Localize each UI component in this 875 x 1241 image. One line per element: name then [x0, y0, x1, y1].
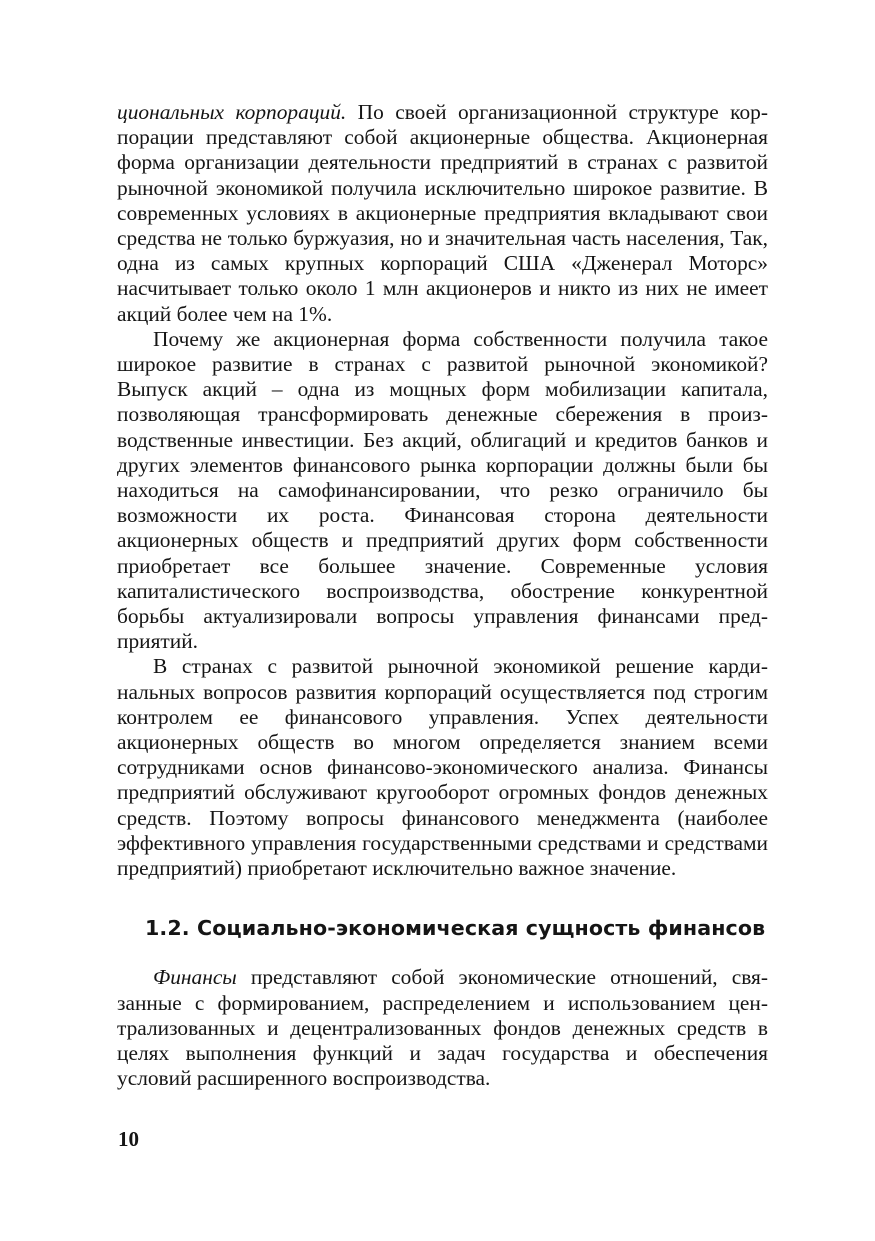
paragraph-text: По своей организационной структуре корпорации представляют собой акционерные общества. Акционерная форма организации деятельности предприятий в странах с развитой рыночной экономикой получила исключительно широкое развитие. В современных условиях в акционерные предприятия вкладывают свои средства не только буржуазия, но и значительная часть населения, Так, одна из самых крупных корпораций США «Дженерал Моторс» насчитывает только около 1 млн акционеров и никто из них не имеет акций более чем на 1%.	[117, 100, 768, 326]
paragraph-joint-stock: Почему же акционерная форма собственности получила такое широкое развитие в странах с развитой рыночной экономикой? Выпуск акций – одна из мощных форм мобилизации капитала, позволяющая трансформировать денежные сбережения в производственные инвестиции. Без акций, облигаций и кредитов банков и других элементов финансового рынка корпорации должны были бы находиться на самофинансировании, что резко ограничило бы возможности их роста. Финансовая сторона деятельности акционерных обществ и предприятий других форм собственности приобретает все большее значение. Современные условия капиталистического воспроизводства, обострение конкурентной борьбы актуализировали вопросы управления финансами предприятий.	[117, 326, 768, 654]
paragraph-financial-management: В странах с развитой рыночной экономикой решение кардинальных вопросов развития корпораций осуществляется под строгим контролем ее финансового управления. Успех деятельности акционерных обществ во многом определяется знанием всеми сотрудниками основ финансово-экономического анализа. Финансы предприятий обслуживают кругооборот огромных фондов денежных средств. Поэтому вопросы финансового менеджмента (наиболее эффективного управления государственными средствами и средствами предприятий) приобретают исключительно важное значение.	[117, 654, 768, 881]
paragraph-text: представляют собой экономические отношений, связанные с формированием, распределением и использованием централизованных и децентрализованных фондов денежных средств в целях выполнения функций и задач государства и обеспечения условий расширенного воспроизводства.	[117, 965, 768, 1091]
heading-spacer	[117, 942, 768, 965]
paragraph-corporations	[117, 100, 768, 327]
page-number: 10	[118, 1127, 139, 1151]
paragraph-lead-italic: циональных корпораций.	[117, 100, 347, 124]
page-body	[117, 100, 768, 1091]
paragraph-finance-definition	[117, 965, 768, 1091]
section-heading: 1.2. Социально-экономическая сущность финансов	[145, 916, 766, 941]
term-italic: Финансы	[153, 965, 237, 990]
